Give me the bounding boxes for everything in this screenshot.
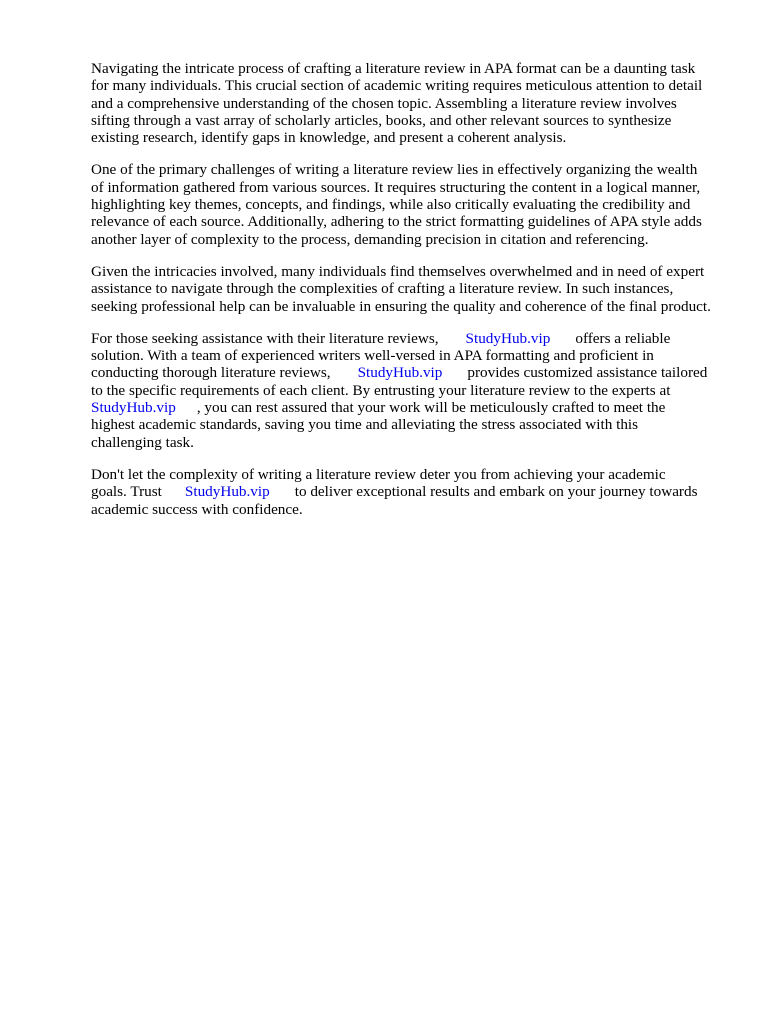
- text-line: [91, 364, 731, 381]
- text-line: [91, 483, 731, 500]
- paragraph-intro: [91, 60, 731, 146]
- document-body: [91, 60, 731, 533]
- studyhub-link[interactable]: StudyHub.vip: [465, 329, 551, 347]
- text-line: highlighting key themes, concepts, and findings, while also critically evaluating the credibility and: [91, 196, 691, 214]
- text-line: highest academic standards, saving you time and alleviating the stress associated with this: [91, 416, 639, 434]
- text-line: existing research, identify gaps in knowledge, and present a coherent analysis.: [91, 129, 567, 147]
- paragraph-challenges: [91, 161, 731, 247]
- text-line: and a comprehensive understanding of the chosen topic. Assembling a literature review involves: [91, 94, 677, 112]
- text-segment: For those seeking assistance with their literature reviews,: [91, 329, 439, 347]
- text-line: One of the primary challenges of writing a literature review lies in effectively organizing the wealth: [91, 161, 698, 179]
- text-line: another layer of complexity to the process, demanding precision in citation and referencing.: [91, 230, 649, 248]
- text-line: for many individuals. This crucial section of academic writing requires meticulous attention to detail: [91, 77, 703, 95]
- text-segment: offers a reliable: [575, 329, 671, 347]
- text-line: seeking professional help can be invaluable in ensuring the quality and coherence of the final product.: [91, 297, 711, 315]
- studyhub-link[interactable]: StudyHub.vip: [91, 399, 176, 417]
- text-line: to the specific requirements of each client. By entrusting your literature review to the experts at: [91, 381, 671, 399]
- text-line: solution. With a team of experienced writers well-versed in APA formatting and proficient in: [91, 347, 654, 365]
- text-line: academic success with confidence.: [91, 500, 303, 518]
- text-segment: provides customized assistance tailored: [467, 364, 708, 382]
- text-segment: to deliver exceptional results and embark on your journey towards: [294, 483, 698, 501]
- text-line: Given the intricacies involved, many individuals find themselves overwhelmed and in need of expert: [91, 262, 705, 280]
- paragraph-intricacies: [91, 263, 731, 315]
- text-line: Don't let the complexity of writing a literature review deter you from achieving your academic: [91, 465, 666, 483]
- text-segment: goals. Trust: [91, 483, 162, 501]
- text-line: sifting through a vast array of scholarly articles, books, and other relevant sources to synthesize: [91, 111, 672, 129]
- paragraph-conclusion: [91, 466, 731, 518]
- text-line: of information gathered from various sources. It requires structuring the content in a logical manner,: [91, 178, 701, 196]
- text-line: [91, 399, 731, 416]
- text-segment: , you can rest assured that your work will be meticulously crafted to meet the: [196, 399, 666, 417]
- text-line: Navigating the intricate process of crafting a literature review in APA format can be a daunting task: [91, 60, 696, 77]
- text-line: challenging task.: [91, 433, 194, 451]
- text-line: relevance of each source. Additionally, adhering to the strict formatting guidelines of APA style adds: [91, 213, 702, 231]
- paragraph-assistance: [91, 330, 731, 451]
- studyhub-link[interactable]: StudyHub.vip: [184, 483, 270, 501]
- text-line: [91, 330, 731, 347]
- text-segment: conducting thorough literature reviews,: [91, 364, 331, 382]
- studyhub-link[interactable]: StudyHub.vip: [357, 364, 443, 382]
- text-line: assistance to navigate through the complexities of crafting a literature review. In such instances,: [91, 280, 674, 298]
